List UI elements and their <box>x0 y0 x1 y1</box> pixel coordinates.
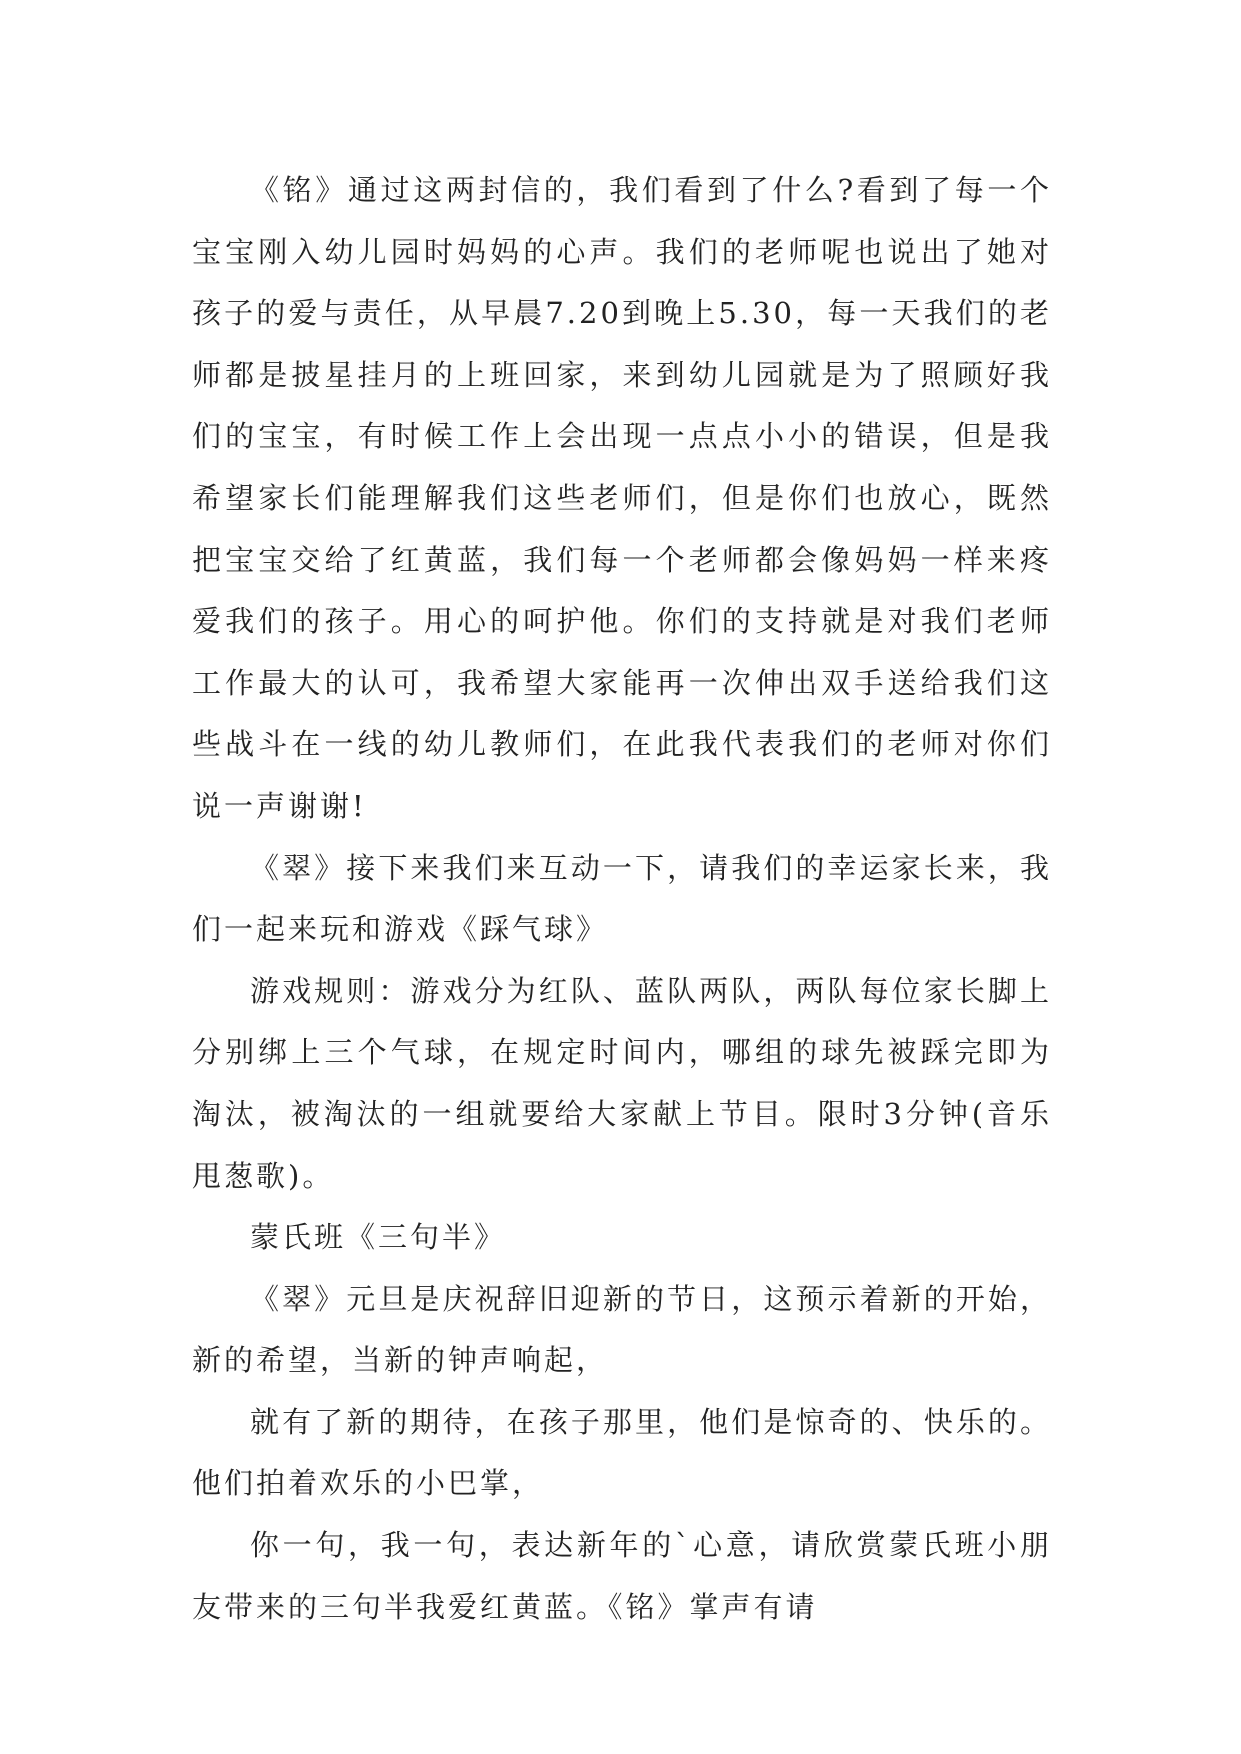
paragraph: 游戏规则：游戏分为红队、蓝队两队，两队每位家长脚上分别绑上三个气球，在规定时间内，哪组的球先被踩完即为淘汰，被淘汰的一组就要给大家献上节目。限时3分钟(音乐甩葱歌)。 <box>192 973 1052 1193</box>
document-body <box>192 160 1052 1638</box>
paragraph: 《铭》通过这两封信的，我们看到了什么?看到了每一个宝宝刚入幼儿园时妈妈的心声。我们的老师呢也说出了她对孩子的爱与责任，从早晨7.20到晚上5.30，每一天我们的老师都是披星挂月的上班回家，来到幼儿园就是为了照顾好我们的宝宝，有时候工作上会出现一点点小小的错误，但是我希望家长们能理解我们这些老师们，但是你们也放心，既然把宝宝交给了红黄蓝，我们每一个老师都会像妈妈一样来疼爱我们的孩子。用心的呵护他。你们的支持就是对我们老师工作最大的认可，我希望大家能再一次伸出双手送给我们这些战斗在一线的幼儿教师们，在此我代表我们的老师对你们说一声谢谢! <box>192 173 1052 823</box>
paragraph: 你一句，我一句，表达新年的`心意，请欣赏蒙氏班小朋友带来的三句半我爱红黄蓝。《铭》掌声有请 <box>192 1528 1052 1624</box>
paragraph: 蒙氏班《三句半》 <box>250 1220 507 1255</box>
paragraph: 《翠》接下来我们来互动一下，请我们的幸运家长来，我们一起来玩和游戏《踩气球》 <box>192 850 1052 947</box>
paragraph: 就有了新的期待，在孩子那里，他们是惊奇的、快乐的。他们拍着欢乐的小巴掌， <box>192 1404 1052 1501</box>
paragraph: 《翠》元旦是庆祝辞旧迎新的节日，这预示着新的开始，新的希望，当新的钟声响起， <box>192 1281 1052 1378</box>
